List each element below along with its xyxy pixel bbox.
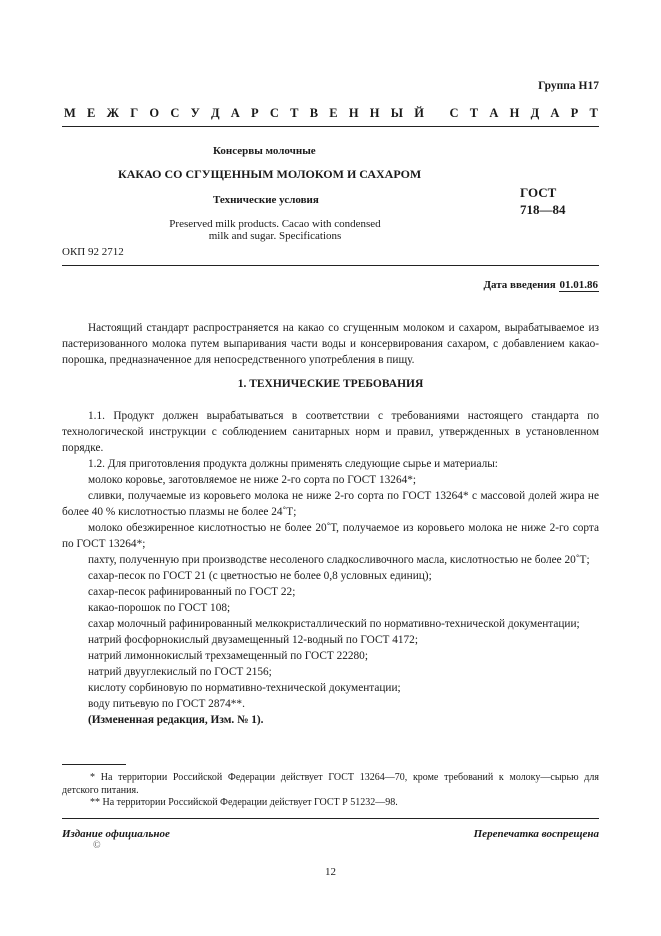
date-value: 01.01.86 — [559, 279, 598, 291]
banner-letter: О — [149, 106, 160, 120]
list-item: молоко обезжиренное кислотностью не более 20˚Т, получаемое из коровьего молока не ниже 2-го сорта по ГОСТ 13264*; — [62, 522, 599, 550]
list-item: воду питьевую по ГОСТ 2874**. — [88, 698, 245, 710]
amendment-note: (Измененная редакция, Изм. № 1). — [88, 714, 264, 726]
list-item: натрий лимоннокислый трехзамещенный по ГОСТ 22280; — [88, 650, 368, 662]
document-subtitle: Технические условия — [213, 194, 319, 206]
okp-code: ОКП 92 2712 — [62, 246, 124, 258]
section-heading: 1. ТЕХНИЧЕСКИЕ ТРЕБОВАНИЯ — [237, 378, 424, 390]
gost-code: 718—84 — [520, 202, 566, 217]
list-item: пахту, полученную при производстве несоленого сладкосливочного масла, кислотностью не более 20˚Т; — [88, 554, 590, 566]
banner-letter: Т — [589, 106, 598, 120]
banner-letter: М — [64, 106, 76, 120]
paragraph: 1.1. Продукт должен вырабатываться в соответствии с требованиями настоящего стандарта по технологической инструкции с соблюдением санитарных норм и правил, утвержденных в установленном порядке. — [62, 410, 599, 454]
requirements-text — [62, 408, 599, 728]
english-title — [160, 218, 390, 242]
paragraph: Настоящий стандарт распространяется на какао со сгущенным молоком и сахаром, вырабатываемое из пастеризованного молока путем выпаривания части воды и консервирования сахаром, с добавлением какао-порошка, предназначенное для непосредственного употребления в пищу. — [62, 322, 599, 366]
banner-letter: Н — [369, 106, 380, 120]
page-number: 12 — [325, 866, 336, 878]
list-item: какао-порошок по ГОСТ 108; — [88, 602, 231, 614]
list-item: сливки, получаемые из коровьего молока не ниже 2-го сорта по ГОСТ 13264* с массовой долей жира не более 40 % кислотностью плазмы не более 24˚Т; — [62, 490, 599, 518]
banner-letter: Й — [414, 106, 424, 120]
middle-rule — [62, 265, 599, 266]
gost-label: ГОСТ — [520, 185, 557, 200]
list-item: сахар-песок по ГОСТ 21 (с цветностью не более 0,8 условных единиц); — [88, 570, 432, 582]
banner-letter: С — [269, 106, 279, 120]
top-rule — [62, 126, 599, 127]
reprint-prohibited: Перепечатка воспрещена — [473, 828, 599, 840]
banner-letter: В — [309, 106, 319, 120]
banner-letter: А — [550, 106, 560, 120]
list-item: сахар молочный рафинированный мелкокристаллический по нормативно-технической документации; — [88, 618, 580, 630]
date-label: Дата введения — [483, 279, 556, 291]
banner-letter: Е — [329, 106, 338, 120]
official-edition: Издание официальное — [62, 828, 170, 840]
banner-letter: Г — [130, 106, 139, 120]
list-item: натрий фосфорнокислый двузамещенный 12-водный по ГОСТ 4172; — [88, 634, 418, 646]
banner-letter: Н — [348, 106, 359, 120]
group-code: Группа Н17 — [538, 80, 599, 92]
bottom-rule — [62, 818, 599, 819]
banner-letter: Ж — [106, 106, 119, 120]
banner-gap — [435, 106, 438, 121]
banner-letter: Д — [530, 106, 540, 120]
paragraph: 1.2. Для приготовления продукта должны применять следующие сырье и материалы: — [88, 458, 498, 470]
footnotes — [62, 772, 599, 810]
footnote: ** На территории Российской Федерации действует ГОСТ Р 51232—98. — [90, 797, 398, 808]
banner-letter: Т — [290, 106, 299, 120]
product-series: Консервы молочные — [213, 145, 316, 157]
banner-letter: Р — [570, 106, 579, 120]
introduction-date — [483, 279, 599, 291]
banner-letter: Т — [469, 106, 479, 120]
banner-letter: Р — [251, 106, 259, 120]
scope-paragraph — [62, 320, 599, 368]
list-item: кислоту сорбиновую по нормативно-технической документации; — [88, 682, 401, 694]
gost-number — [520, 184, 566, 218]
copyright-mark: © — [93, 840, 101, 851]
banner-letter: Д — [210, 106, 220, 120]
banner-letter: А — [489, 106, 499, 120]
banner-letter: С — [170, 106, 180, 120]
banner-letter: С — [449, 106, 459, 120]
banner-letter: Е — [87, 106, 96, 120]
list-item: натрий двууглекислый по ГОСТ 2156; — [88, 666, 272, 678]
english-title-line: milk and sugar. Specifications — [208, 230, 342, 242]
footnote: * На территории Российской Федерации действует ГОСТ 13264—70, кроме требований к молоку—сырью для детского питания. — [62, 772, 599, 796]
document-title: КАКАО СО СГУЩЕННЫМ МОЛОКОМ И САХАРОМ — [118, 167, 422, 181]
banner-letter: А — [230, 106, 240, 120]
list-item: сахар-песок рафинированный по ГОСТ 22; — [88, 586, 296, 598]
list-item: молоко коровье, заготовляемое не ниже 2-го сорта по ГОСТ 13264*; — [88, 474, 417, 486]
banner-letter: Н — [509, 106, 520, 120]
banner-letter: Ы — [390, 106, 404, 120]
footnote-rule — [62, 764, 126, 765]
banner-letter: У — [190, 106, 200, 120]
interstate-standard-banner — [64, 106, 598, 121]
english-title-line: Preserved milk products. Cacao with condensed — [169, 218, 381, 230]
